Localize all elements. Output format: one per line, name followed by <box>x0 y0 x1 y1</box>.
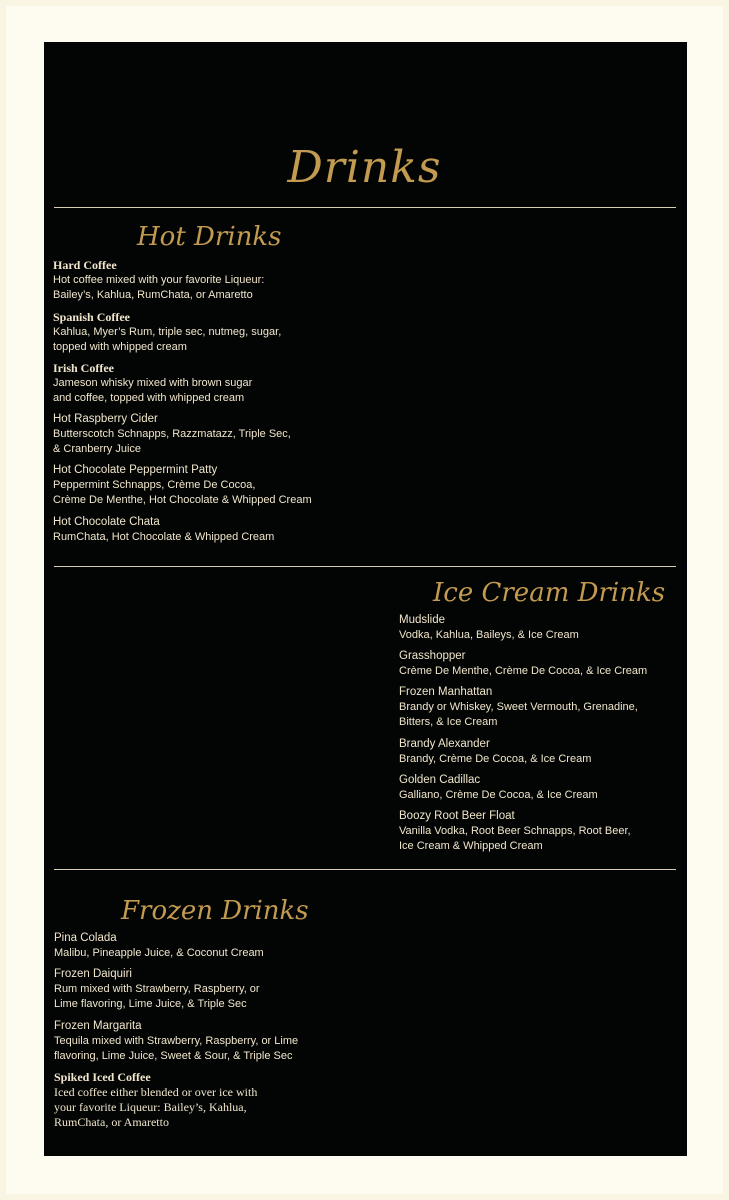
menu-item-frozen-daiquiri <box>54 967 260 1012</box>
item-name: Brandy Alexander <box>399 738 490 750</box>
item-description: Kahlua, Myer’s Rum, triple sec, nutmeg, sugar, topped with whipped cream <box>53 326 282 353</box>
item-description: Peppermint Schnapps, Crème De Cocoa, Crème De Menthe, Hot Chocolate & Whipped Cream <box>53 479 312 506</box>
item-description: Galliano, Crème De Cocoa, & Ice Cream <box>399 789 598 801</box>
item-name: Pina Colada <box>54 932 117 944</box>
item-name: Frozen Margarita <box>54 1020 142 1032</box>
divider-top <box>54 207 676 208</box>
item-description: Butterscotch Schnapps, Razzmatazz, Triple Sec, & Cranberry Juice <box>53 428 291 455</box>
menu-item-grasshopper <box>399 649 647 679</box>
section-title-ice-cream-drinks: Ice Cream Drinks <box>433 578 666 608</box>
divider-bottom <box>54 869 676 870</box>
page-title: Drinks <box>287 142 442 193</box>
menu-item-frozen-margarita <box>54 1019 298 1064</box>
item-name: Frozen Daiquiri <box>54 968 132 980</box>
section-title-hot-drinks: Hot Drinks <box>137 222 282 252</box>
menu-item-frozen-manhattan <box>399 685 638 730</box>
item-name: Golden Cadillac <box>399 774 481 786</box>
item-name: Hot Chocolate Chata <box>53 516 160 528</box>
item-name: Mudslide <box>399 614 446 626</box>
divider-middle <box>54 566 676 567</box>
item-name: Hot Chocolate Peppermint Patty <box>53 464 218 476</box>
item-description: Brandy, Crème De Cocoa, & Ice Cream <box>399 753 592 765</box>
menu-item-irish-coffee <box>53 361 252 406</box>
menu-item-golden-cadillac <box>399 773 598 803</box>
menu-item-pina-colada <box>54 931 264 961</box>
item-description: Rum mixed with Strawberry, Raspberry, or Lime flavoring, Lime Juice, & Triple Sec <box>54 983 260 1010</box>
item-description: Tequila mixed with Strawberry, Raspberry, or Lime flavoring, Lime Juice, Sweet & Sour, & Triple Sec <box>54 1035 299 1062</box>
menu-item-spiked-iced-coffee <box>54 1070 257 1130</box>
item-description: Vanilla Vodka, Root Beer Schnapps, Root Beer, Ice Cream & Whipped Cream <box>399 825 631 852</box>
menu-item-mudslide <box>399 613 579 643</box>
item-name: Irish Coffee <box>53 361 114 375</box>
item-description: Jameson whisky mixed with brown sugar and coffee, topped with whipped cream <box>53 377 253 404</box>
item-description: Vodka, Kahlua, Baileys, & Ice Cream <box>399 629 579 641</box>
menu-item-hot-chocolate-chata <box>53 515 274 545</box>
item-description: Crème De Menthe, Crème De Cocoa, & Ice Cream <box>399 665 648 677</box>
menu-item-spanish-coffee <box>53 310 281 355</box>
item-name: Boozy Root Beer Float <box>399 810 515 822</box>
item-description: Brandy or Whiskey, Sweet Vermouth, Grenadine, Bitters, & Ice Cream <box>399 701 638 728</box>
menu-item-hard-coffee <box>53 258 264 303</box>
section-title-frozen-drinks: Frozen Drinks <box>121 896 309 926</box>
item-description: Malibu, Pineapple Juice, & Coconut Cream <box>54 947 264 959</box>
item-name: Hard Coffee <box>53 258 117 272</box>
item-name: Frozen Manhattan <box>399 686 493 698</box>
item-description: Hot coffee mixed with your favorite Liqueur: Bailey’s, Kahlua, RumChata, or Amaretto <box>53 274 265 301</box>
item-name: Grasshopper <box>399 650 466 662</box>
item-name: Hot Raspberry Cider <box>53 413 158 425</box>
menu-item-boozy-root-beer-float <box>399 809 631 854</box>
menu-item-hot-chocolate-peppermint-patty <box>53 463 312 508</box>
menu-item-brandy-alexander <box>399 737 591 767</box>
item-name: Spanish Coffee <box>53 310 131 324</box>
menu-item-hot-raspberry-cider <box>53 412 291 457</box>
item-name: Spiked Iced Coffee <box>54 1070 151 1084</box>
item-description: RumChata, Hot Chocolate & Whipped Cream <box>53 531 275 543</box>
item-description: Iced coffee either blended or over ice with your favorite Liqueur: Bailey’s, Kahlua, RumChata, or Amaretto <box>54 1085 258 1129</box>
